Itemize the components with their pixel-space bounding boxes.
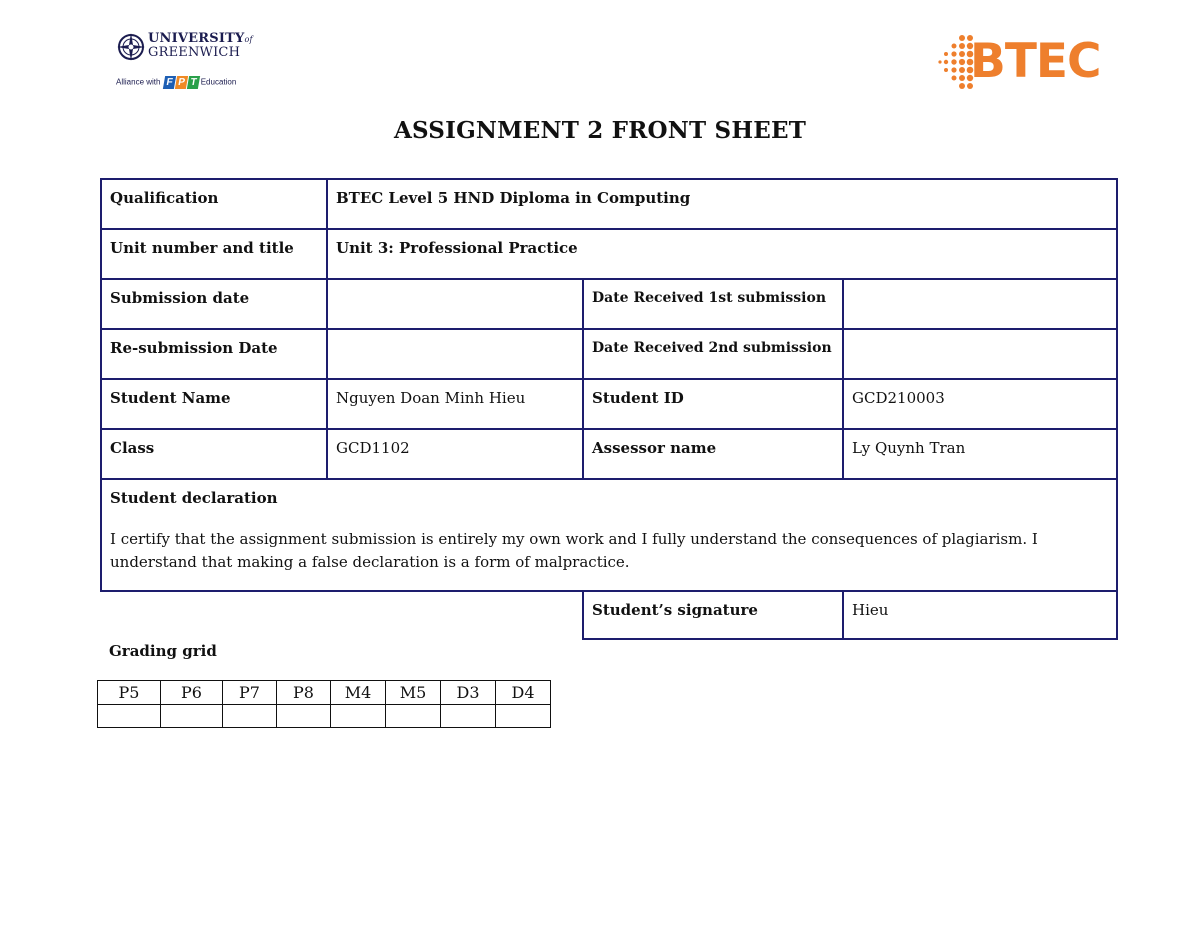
declaration-heading: Student declaration [110,489,278,507]
student-name-value: Nguyen Doan Minh Hieu [326,378,584,430]
university-line1: UNIVERSITY [148,31,245,46]
student-id-value: GCD210003 [842,378,1118,430]
assessor-name-label: Assessor name [582,428,844,480]
signature-label: Student’s signature [582,590,844,640]
alliance-suffix: Education [200,77,237,87]
grade-cell-m5[interactable] [386,705,441,728]
student-declaration [100,478,1118,592]
page-title: ASSIGNMENT 2 FRONT SHEET [393,117,807,144]
btec-wordmark: BTEC [970,34,1101,89]
university-line2: GREENWICH [148,45,241,60]
grade-cell-p5[interactable] [98,705,161,728]
alliance-prefix: Alliance with [116,77,161,87]
front-sheet-table [100,178,1118,640]
submission-date-label: Submission date [100,278,328,330]
date-received-1-value[interactable] [842,278,1118,330]
declaration-text: I certify that the assignment submission is entirely my own work and I fully understand the consequences of plagiarism. I understand that making a false declaration is a form of malpractice. [110,530,1038,571]
class-value: GCD1102 [326,428,584,480]
grade-header-p8: P8 [277,681,331,705]
resubmission-date-value[interactable] [326,328,584,380]
resubmission-date-label: Re-submission Date [100,328,328,380]
fpt-logo: F P T [164,76,200,89]
university-of-greenwich-logo [116,30,256,96]
grade-header-p7: P7 [223,681,277,705]
unit-label: Unit number and title [100,228,328,280]
assessor-name-value: Ly Quynh Tran [842,428,1118,480]
qualification-label: Qualification [100,178,328,230]
grade-header-m5: M5 [386,681,441,705]
grade-cell-m4[interactable] [331,705,386,728]
student-id-label: Student ID [582,378,844,430]
university-of: of [244,35,253,44]
date-received-2-value[interactable] [842,328,1118,380]
class-label: Class [100,428,328,480]
compass-emblem-icon [116,32,146,62]
alliance-line [116,76,236,89]
signature-value: Hieu [842,590,1118,640]
student-name-label: Student Name [100,378,328,430]
grade-header-p6: P6 [161,681,223,705]
grade-cell-d3[interactable] [441,705,496,728]
grade-header-d3: D3 [441,681,496,705]
grade-header-d4: D4 [496,681,551,705]
btec-logo [934,30,1124,94]
grade-header-m4: M4 [331,681,386,705]
grading-grid-label: Grading grid [109,642,217,660]
grade-cell-p7[interactable] [223,705,277,728]
grade-cell-d4[interactable] [496,705,551,728]
submission-date-value[interactable] [326,278,584,330]
university-wordmark [148,32,253,59]
qualification-value: BTEC Level 5 HND Diploma in Computing [326,178,1118,230]
grade-cell-p8[interactable] [277,705,331,728]
grading-entry-row [98,705,551,728]
btec-dots-icon [934,32,974,92]
grading-grid-table [97,680,551,728]
grade-header-p5: P5 [98,681,161,705]
date-received-2-label: Date Received 2nd submission [582,328,844,380]
unit-value: Unit 3: Professional Practice [326,228,1118,280]
grade-cell-p6[interactable] [161,705,223,728]
date-received-1-label: Date Received 1st submission [582,278,844,330]
grading-header-row [98,681,551,705]
